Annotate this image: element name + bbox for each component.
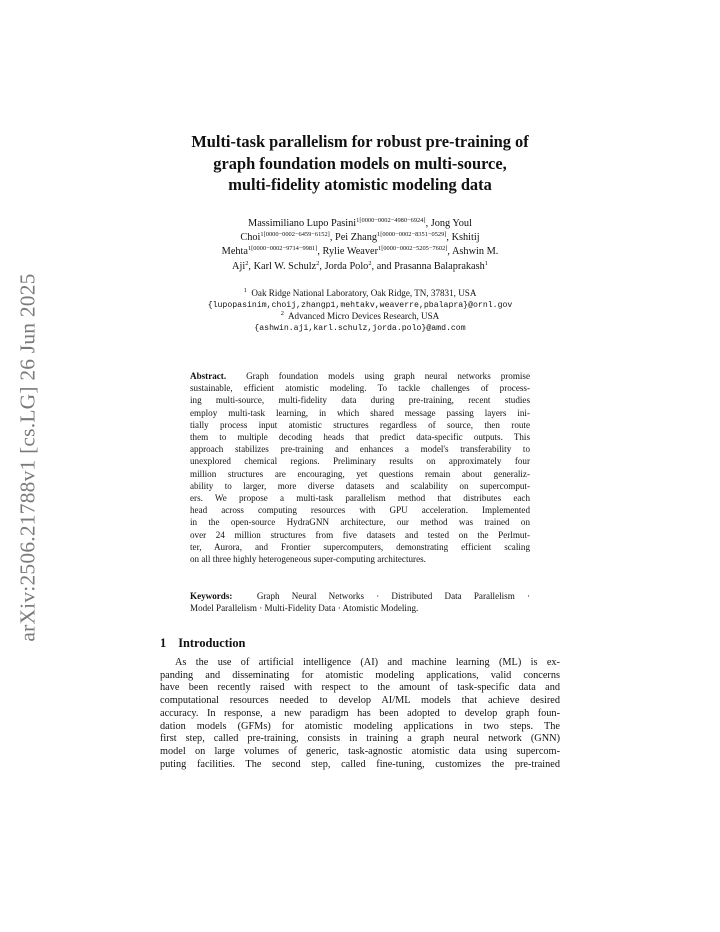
author-name: Mehta (221, 246, 248, 258)
affiliation-text: Advanced Micro Devices Research, USA (287, 311, 440, 322)
abstract-line: head across computing resources with GPU acceleration. Implemented (190, 505, 530, 516)
author-name: Choi (240, 232, 261, 244)
section-heading-introduction (160, 636, 245, 651)
body-line: have been recently raised with respect to the amount of task-specific data and (160, 682, 560, 694)
author-line: Mehta$^{1[0000-0002-9714-9981]}$, Rylie Weaver$^{1[0000-0002-5205-7602]}$, Ashwin M. (221, 245, 499, 258)
keywords (190, 590, 530, 614)
abstract-line: ers. We propose a multi-task parallelism method that distributes each (190, 493, 530, 504)
keywords-line: Model Parallelism · Multi-Fidelity Data · Atomistic Modeling. (190, 603, 419, 614)
introduction-paragraph (160, 657, 560, 771)
abstract (190, 370, 530, 565)
author-affil-mark: 2 (316, 259, 320, 267)
keywords-text: Graph Neural Networks · Distributed Data Parallelism · (256, 591, 530, 601)
body-line: first step, called pre-training, consists in training a graph neural network (GNN) (160, 733, 560, 745)
abstract-line (190, 370, 530, 382)
author-name: and Prasanna Balaprakash (376, 260, 485, 272)
abstract-line: approach stabilizes pre-training and enhances a model's transferability to (190, 444, 530, 455)
section-title: Introduction (178, 636, 246, 650)
abstract-line: ter, Aurora, and Frontier supercomputers, demonstrating efficient scaling (190, 541, 530, 552)
abstract-line: ability to larger, more diverse datasets and scalability on supercomput- (190, 480, 530, 491)
abstract-line: tially process input atomistic structures regardless of source, then route (190, 419, 530, 430)
abstract-text: Graph foundation models using graph neural networks promise (246, 371, 530, 381)
author-name: Aji (232, 260, 246, 272)
body-line: dation models (GFMs) for atomistic modeling applications in two steps. The (160, 720, 560, 732)
affiliations (160, 288, 560, 335)
author-orcid: 1[0000−0002−9714−9981] (247, 245, 318, 253)
abstract-line: over 24 million structures from five datasets and tested on the Perlmut- (190, 529, 530, 540)
paper-title (150, 131, 570, 196)
abstract-line: ing multi-source, multi-fidelity data during pre-training, recent studies (190, 395, 530, 406)
affiliation-mark: 2 (280, 310, 284, 318)
affiliation-emails-amd: {ashwin.aji,karl.schulz,jorda.polo}@amd.com (254, 324, 466, 334)
abstract-line: million structures are encouraging, yet questions remain about generaliz- (190, 468, 530, 479)
author-name: Jong Youl (430, 218, 472, 229)
abstract-line: sustainable, efficient atomistic modeling. To tackle challenges of process- (190, 383, 530, 394)
affiliation-text: Oak Ridge National Laboratory, Oak Ridge, TN, 37831, USA (251, 288, 477, 298)
keywords-line (190, 590, 530, 602)
body-line: As the use of artificial intelligence (AI) and machine learning (ML) is ex- (175, 657, 560, 668)
author-affil-mark: 1 (484, 259, 488, 267)
title-line: graph foundation models on multi-source, (213, 153, 507, 173)
affiliation-ornl (160, 288, 560, 300)
affiliation-amd (160, 311, 560, 323)
author-name: Karl W. Schulz (253, 260, 317, 272)
author-name: Kshitij (451, 232, 480, 244)
author-name: Rylie Weaver (322, 246, 378, 258)
abstract-line: on all three highly heterogeneous super-computing architectures. (190, 554, 426, 565)
arxiv-identifier-text: arXiv:2506.21788v1 [cs.LG] 26 Jun 2025 (15, 272, 40, 642)
body-line: puting facilities. The second step, called fine-tuning, customizes the pre-trained (160, 758, 560, 770)
author-orcid: 1[0000−0002−6459−6152] (260, 231, 330, 239)
author-line: Choi$^{1[0000-0002-6459-6152]}$, Pei Zhang$^{1[0000-0002-8351-0529]}$, Kshitij (240, 231, 480, 244)
author-list (160, 217, 560, 274)
abstract-label: Abstract. (190, 371, 227, 381)
author-affil-mark: 2 (368, 259, 372, 267)
abstract-line: unexplored chemical regions. Preliminary results on approximately four (190, 456, 530, 467)
affiliation-emails-ornl: {lupopasinim,choij,zhangp1,mehtakv,weaverre,pbalapra}@ornl.gov (207, 300, 513, 310)
author-affil-mark: 2 (245, 259, 249, 267)
author-orcid: 1[0000−0002−8351−0529] (377, 231, 447, 239)
author-name: Ashwin M. (451, 246, 499, 258)
body-line: model on large volumes of generic, task-agnostic atomistic data using supercom- (160, 745, 560, 757)
arxiv-identifier-stamp (8, 262, 48, 652)
keywords-label: Keywords: (190, 591, 233, 601)
author-line: Massimiliano Lupo Pasini$^{1[0000-0002-4980-6924]}$, Jong Youl (248, 217, 472, 229)
body-line: computational resources needed to develop AI/ML models that achieve desired (160, 695, 560, 707)
author-line: Aji$^2$, Karl W. Schulz$^2$, Jorda Polo$^2$, and Prasanna Balaprakash$^1$ (232, 259, 488, 272)
title-line: Multi-task parallelism for robust pre-training of (191, 132, 529, 151)
abstract-line: them to multiple decoding heads that predict data-specific outputs. This (190, 432, 530, 443)
section-number: 1 (160, 636, 167, 650)
author-name: Jorda Polo (324, 260, 369, 272)
author-name: Pei Zhang (334, 232, 378, 244)
author-orcid: 1[0000−0002−4980−6924] (356, 217, 426, 224)
author-orcid: 1[0000−0002−5205−7602] (378, 245, 448, 253)
author-name: Massimiliano Lupo Pasini (248, 218, 357, 229)
title-line: multi-fidelity atomistic modeling data (228, 175, 492, 194)
body-line: accuracy. In response, a new paradigm has been adopted to develop graph foun- (160, 707, 560, 719)
abstract-line: employ multi-task learning, in which shared message passing layers ini- (190, 407, 530, 418)
abstract-line: in the open-source HydraGNN architecture, our method was trained on (190, 517, 530, 528)
body-line: panding and disseminating for atomistic modeling applications, valid concerns (160, 669, 560, 681)
affiliation-mark: 1 (243, 287, 247, 294)
